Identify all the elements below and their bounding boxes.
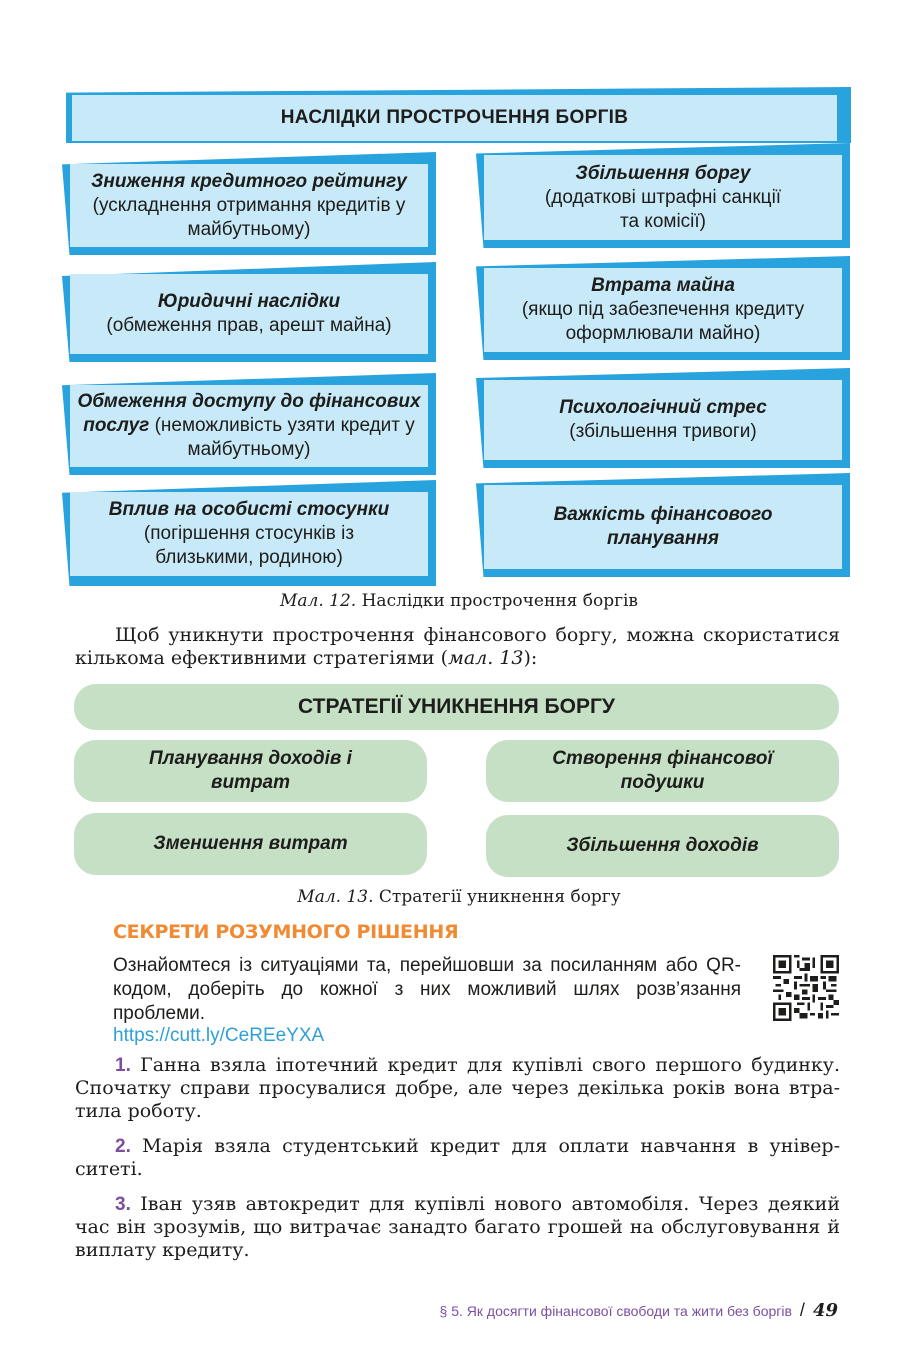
consequence-card (62, 262, 436, 362)
intro-text-end: ): (523, 647, 538, 669)
card-title: Важкість фінансового планування (553, 504, 773, 549)
strategy-label: Зменшення витрат (153, 833, 348, 854)
consequence-card (62, 152, 436, 255)
page-footer (440, 1300, 838, 1321)
consequence-card (476, 256, 850, 360)
resource-link[interactable]: https://cutt.ly/CeREeYXA (113, 1025, 325, 1046)
case-text: Іван узяв автокредит для купівлі нового автомобіля. Через деякий час він зрозумів, що витрачає занадто багато грошей на обслуговування й виплату кредиту. (75, 1193, 840, 1261)
card-title: Вплив на особисті стосунки (108, 499, 390, 520)
intro-text: Щоб уникнути прострочення фінансового боргу, можна скористатися кількома ефективними стратегіями ( (75, 624, 840, 669)
case-text: Марія взяла студентський кредит для оплати навчання в університеті. (75, 1135, 840, 1180)
strategy-label: Збільшення доходів (566, 835, 759, 856)
card-text: (неможливість узяти кредит у майбутньому) (154, 415, 415, 460)
secrets-text: Ознайомтеся із ситуаціями та, перейшовши за посиланням або QR-кодом, доберіть до кожної з них можливий шлях розв’язання проблеми. (113, 955, 741, 1024)
consequence-card (476, 368, 850, 468)
card-title: Юридичні наслідки (157, 291, 341, 312)
consequence-card (476, 143, 850, 248)
consequence-card (62, 373, 436, 475)
caption-text: Наслідки прострочення боргів (361, 591, 639, 611)
intro-paragraph (75, 624, 840, 670)
case-number: 1. (115, 1055, 131, 1076)
consequence-card (476, 473, 850, 577)
fig12-header-box (66, 87, 851, 143)
qr-code-icon[interactable] (773, 955, 839, 1021)
card-text: (додаткові штрафні санкції та комісії) (544, 186, 782, 232)
footer-section: § 5. Як досягти фінансової свободи та жити без боргів (439, 1303, 792, 1319)
case-item (75, 1193, 840, 1262)
section-title: СЕКРЕТИ РОЗУМНОГО РІШЕННЯ (113, 921, 459, 943)
caption-label: Мал. 13. (297, 887, 374, 907)
strategy-label: Створення фінансової подушки (552, 748, 773, 793)
footer-separator: / (799, 1300, 805, 1320)
fig13-header: СТРАТЕГІЇ УНИКНЕННЯ БОРГУ (74, 684, 839, 730)
caption-text: Стратегії уникнення боргу (378, 887, 621, 907)
page-number: 49 (812, 1300, 838, 1321)
strategy-card (74, 813, 427, 875)
fig13-caption (0, 887, 918, 907)
card-title: Збільшення боргу (575, 162, 751, 184)
card-title: Втрата майна (591, 275, 735, 296)
strategy-card (486, 740, 839, 802)
card-text: (збільшення тривоги) (569, 421, 757, 442)
case-text: Ганна взяла іпотечний кредит для купівлі свого першого будинку. Спочатку справи просувалися добре, але через декілька років вона втратила роботу. (75, 1054, 840, 1122)
fig12-header: НАСЛІДКИ ПРОСТРОЧЕННЯ БОРГІВ (72, 95, 837, 141)
case-number: 3. (115, 1194, 131, 1215)
caption-label: Мал. 12. (279, 591, 357, 611)
strategy-label: Планування доходів і витрат (149, 748, 352, 793)
card-text: (ускладнення отримання кредитів у майбутньому) (92, 194, 406, 240)
card-text: (погіршення стосунків із близькими, родиною) (143, 523, 355, 568)
case-number: 2. (115, 1136, 131, 1157)
figure-reference: мал. 13 (448, 647, 524, 669)
card-title: Психологічний стрес (559, 397, 767, 418)
strategy-card (74, 740, 427, 802)
fig12-caption (0, 591, 918, 611)
card-title: Зниження кредитного рейтингу (91, 170, 407, 192)
case-item (75, 1054, 840, 1123)
card-title: Обмеження доступу до фінансових послуг (77, 391, 421, 436)
card-text: (якщо під забезпечення кредиту оформлювали майно) (521, 299, 805, 344)
case-item (75, 1135, 840, 1181)
consequence-card (62, 480, 436, 586)
card-text: (обмеження прав, арешт майна) (106, 315, 392, 336)
strategy-card (486, 815, 839, 877)
